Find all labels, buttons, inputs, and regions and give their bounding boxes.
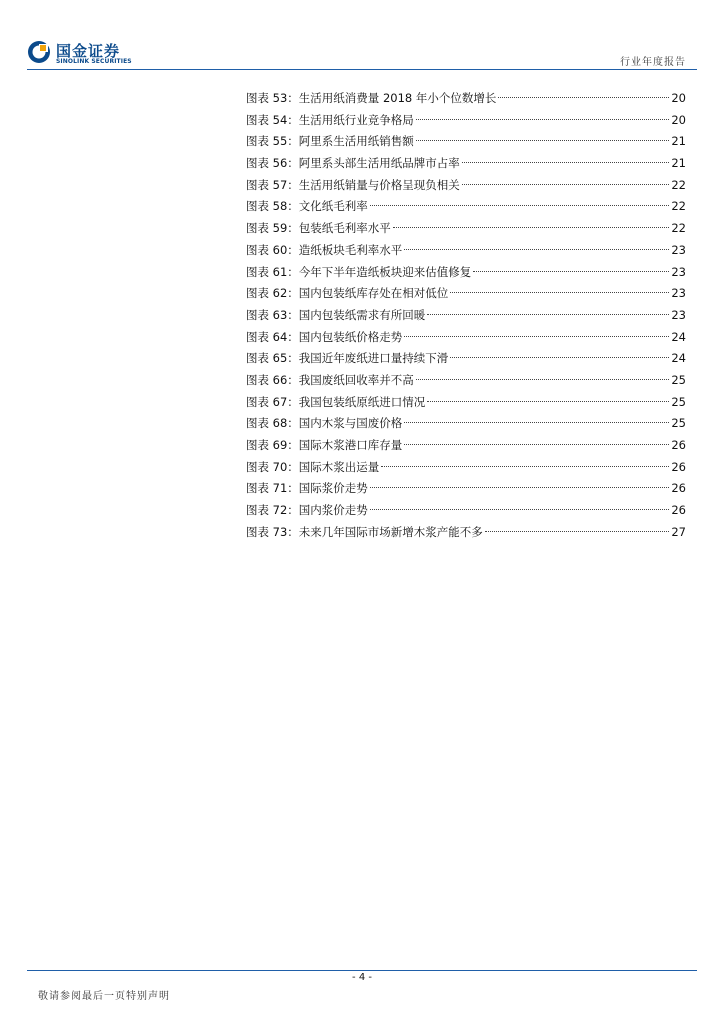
toc-dot-leader (416, 140, 670, 141)
toc-entry-page: 23 (671, 286, 686, 301)
toc-entry-page: 26 (671, 438, 686, 452)
toc-entry-page: 25 (671, 372, 686, 387)
toc-entry[interactable] (246, 196, 686, 218)
toc-entry-page: 23 (671, 307, 686, 322)
footer-divider (27, 970, 697, 971)
toc-entry[interactable] (246, 522, 686, 544)
toc-entry[interactable] (246, 283, 686, 305)
toc-entry[interactable] (246, 348, 686, 370)
toc-dot-leader (393, 227, 670, 228)
toc-dot-leader (404, 422, 669, 423)
toc-entry-page: 24 (671, 351, 686, 366)
toc-entry-page: 26 (671, 459, 686, 474)
toc-entry-label: 图表 57：生活用纸销量与价格呈现负相关 (246, 177, 460, 192)
toc-entry[interactable] (246, 88, 686, 110)
toc-entry[interactable] (246, 327, 686, 349)
toc-dot-leader (416, 119, 670, 120)
toc-entry[interactable] (246, 392, 686, 414)
toc-entry-label: 图表 71：国际浆价走势 (246, 481, 368, 496)
toc-entry[interactable] (246, 175, 686, 197)
toc-entry[interactable] (246, 240, 686, 262)
toc-entry[interactable] (246, 500, 686, 522)
toc-entry[interactable] (246, 457, 686, 479)
toc-dot-leader (427, 401, 669, 402)
toc-dot-leader (404, 444, 669, 445)
toc-entry-page: 21 (671, 156, 686, 171)
toc-entry[interactable] (246, 131, 686, 153)
toc-dot-leader (404, 249, 669, 250)
report-type-label: 行业年度报告 (620, 57, 686, 68)
company-logo (27, 40, 137, 68)
toc-entry-label: 图表 53：生活用纸消费量 2018 年小个位数增长 (246, 91, 497, 105)
toc-entry-page: 22 (671, 199, 686, 214)
toc-entry-label: 图表 70：国际木浆出运量 (246, 459, 380, 474)
toc-entry-label: 图表 73：未来几年国际市场新增木浆产能不多 (246, 524, 483, 539)
toc-entry-page: 22 (671, 177, 686, 192)
toc-entry[interactable] (246, 435, 686, 457)
toc-entry[interactable] (246, 110, 686, 132)
toc-dot-leader (462, 184, 670, 185)
toc-entry-page: 20 (671, 112, 686, 127)
toc-entry-label: 图表 63：国内包装纸需求有所回暖 (246, 307, 426, 322)
toc-entry-label: 图表 65：我国近年废纸进口量持续下滑 (246, 351, 449, 366)
toc-dot-leader (485, 531, 670, 532)
toc-entry-page: 23 (671, 242, 686, 257)
toc-entry-page: 27 (671, 524, 686, 539)
toc-entry-label: 图表 60：造纸板块毛利率水平 (246, 242, 403, 257)
toc-entry-page: 20 (671, 91, 686, 105)
toc-dot-leader (370, 487, 670, 488)
toc-dot-leader (473, 271, 669, 272)
toc-entry[interactable] (246, 478, 686, 500)
toc-entry-label: 图表 66：我国废纸回收率并不高 (246, 372, 414, 387)
toc-entry[interactable] (246, 305, 686, 327)
toc-dot-leader (416, 379, 670, 380)
logo-chinese-name: 国金证券 (56, 42, 121, 60)
disclaimer-text: 敬请参阅最后一页特别声明 (38, 991, 170, 1002)
toc-entry-label: 图表 67：我国包装纸原纸进口情况 (246, 394, 426, 409)
toc-entry-page: 22 (671, 221, 686, 236)
toc-entry[interactable] (246, 153, 686, 175)
toc-dot-leader (404, 336, 669, 337)
toc-entry-page: 25 (671, 416, 686, 431)
toc-entry-label: 图表 58：文化纸毛利率 (246, 199, 368, 214)
toc-entry[interactable] (246, 218, 686, 240)
page-header (0, 0, 724, 72)
toc-entry-page: 21 (671, 134, 686, 149)
table-of-figures (246, 88, 686, 543)
sinolink-logo-icon (27, 40, 51, 64)
toc-dot-leader (450, 292, 669, 293)
toc-entry-label: 图表 62：国内包装纸库存处在相对低位 (246, 286, 449, 301)
logo-english-name: SINOLINK SECURITIES (56, 58, 132, 65)
toc-entry-label: 图表 69：国际木浆港口库存量 (246, 438, 403, 452)
toc-entry-label: 图表 72：国内浆价走势 (246, 503, 368, 518)
toc-dot-leader (462, 162, 670, 163)
toc-dot-leader (370, 509, 670, 510)
toc-entry-label: 图表 61：今年下半年造纸板块迎来估值修复 (246, 264, 472, 279)
toc-entry-label: 图表 68：国内木浆与国废价格 (246, 416, 403, 431)
toc-entry-label: 图表 59：包装纸毛利率水平 (246, 221, 391, 236)
toc-entry-page: 26 (671, 481, 686, 496)
toc-entry-page: 23 (671, 264, 686, 279)
toc-entry-label: 图表 54：生活用纸行业竞争格局 (246, 112, 414, 127)
page-number: - 4 - (352, 972, 372, 983)
toc-entry-page: 24 (671, 329, 686, 344)
toc-entry[interactable] (246, 413, 686, 435)
toc-dot-leader (381, 466, 669, 467)
toc-dot-leader (498, 97, 669, 98)
toc-entry[interactable] (246, 262, 686, 284)
toc-entry[interactable] (246, 370, 686, 392)
toc-dot-leader (450, 357, 669, 358)
toc-dot-leader (427, 314, 669, 315)
toc-entry-label: 图表 64：国内包装纸价格走势 (246, 329, 403, 344)
toc-entry-label: 图表 55：阿里系生活用纸销售额 (246, 134, 414, 149)
toc-dot-leader (370, 205, 670, 206)
toc-entry-page: 26 (671, 503, 686, 518)
header-divider (27, 69, 697, 70)
toc-entry-label: 图表 56：阿里系头部生活用纸品牌市占率 (246, 156, 460, 171)
toc-entry-page: 25 (671, 394, 686, 409)
